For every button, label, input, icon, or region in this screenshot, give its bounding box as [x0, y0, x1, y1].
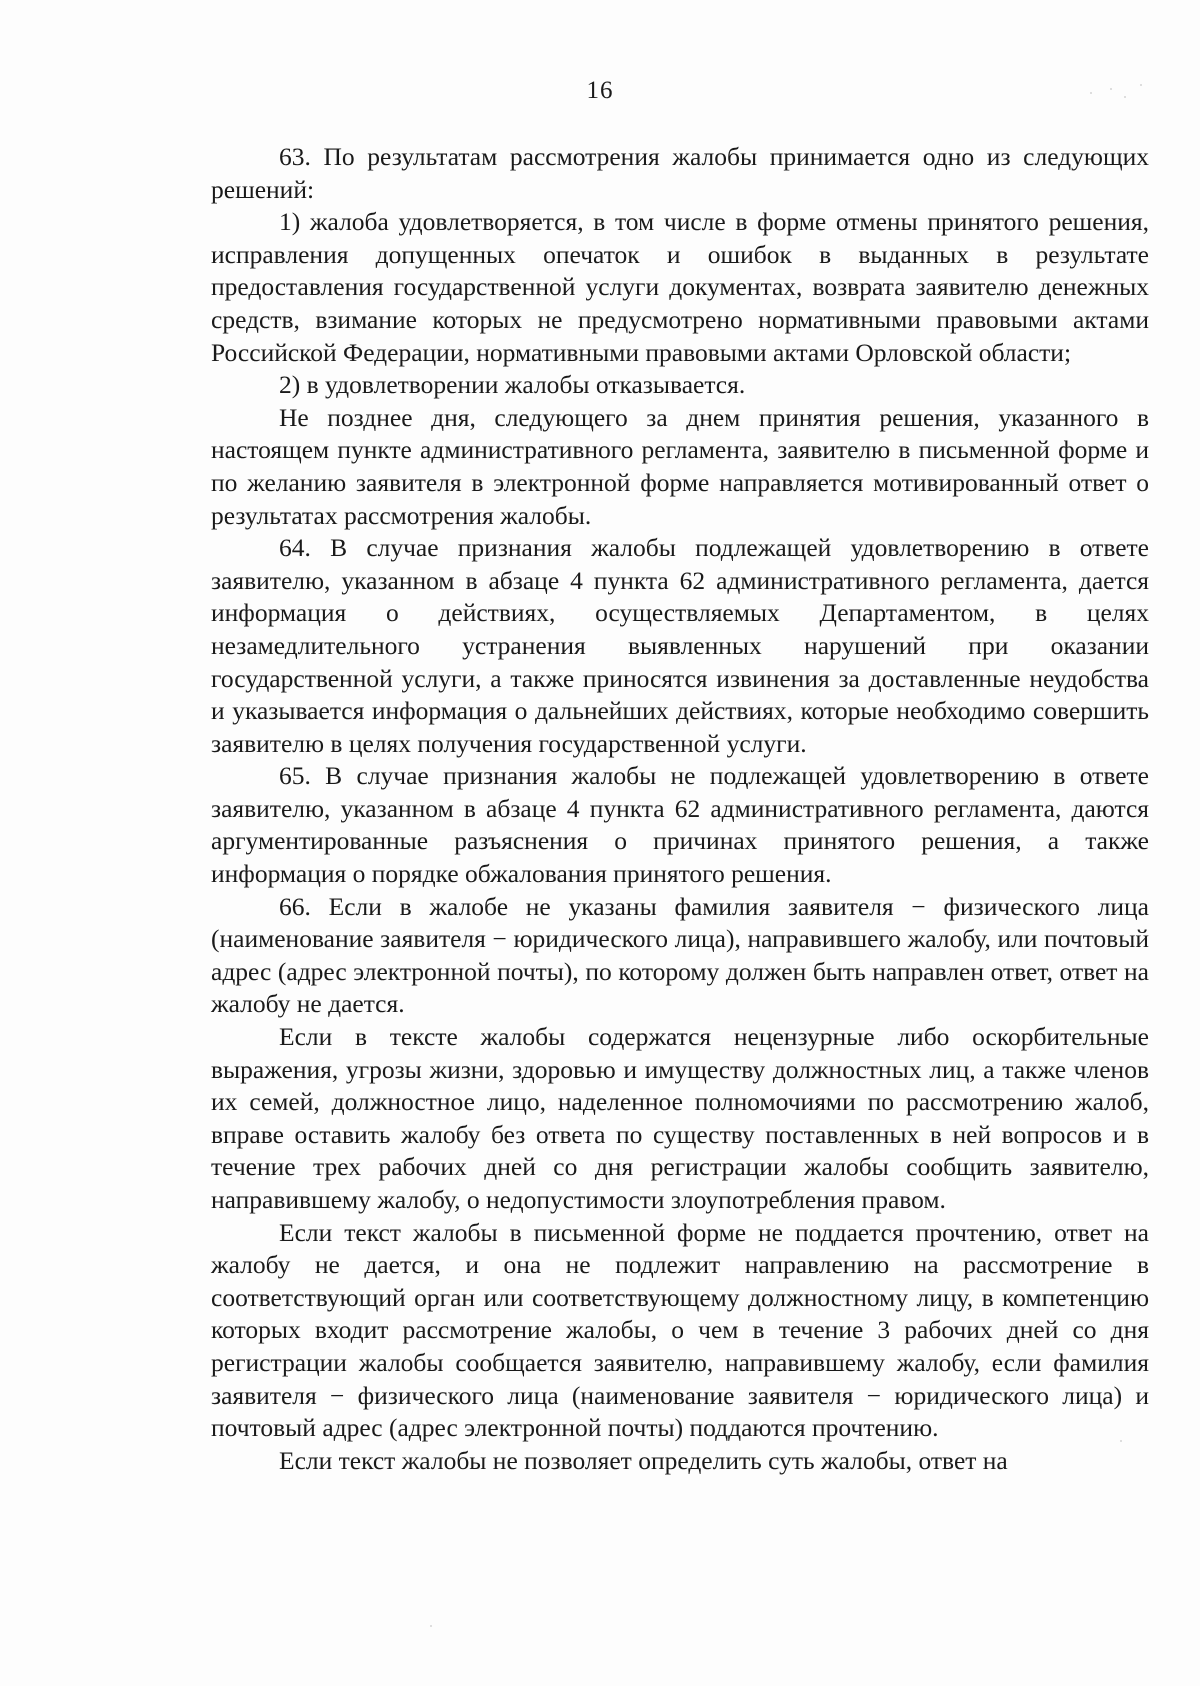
paragraph-66-unreadable-text: Если текст жалобы в письменной форме не поддается прочтению, ответ на жалобу не дается, и она не подлежит направлению на рассмотрение в соответствующий орган или соответствующему должностному лицу, в компетенцию которых входит рассмотрение жалобы, о чем в течение 3 рабочих дней со дня регистрации жалобы сообщается заявителю, направившему жалобу, если фамилия заявителя − физического лица (наименование заявителя − юридического лица) и почтовый адрес (адрес электронной почты) поддаются прочтению.: [211, 1217, 1149, 1443]
paragraph-63-response-deadline: Не позднее дня, следующего за днем принятия решения, указанного в настоящем пункте административного регламента, заявителю в письменной форме и по желанию заявителя в электронной форме направляется мотивированный ответ о результатах рассмотрения жалобы.: [211, 402, 1149, 530]
scan-speck: [1120, 1440, 1122, 1442]
scan-speck: [1124, 96, 1126, 98]
paragraph-63-intro: 63. По результатам рассмотрения жалобы принимается одно из следующих решений:: [211, 142, 1149, 204]
scan-speck: [1090, 92, 1092, 94]
paragraph-63-item-1: 1) жалоба удовлетворяется, в том числе в форме отмены принятого решения, исправления допущенных опечаток и ошибок в выданных в результате предоставления государственной услуги документах, возврата заявителю денежных средств, взимание которых не предусмотрено нормативными правовыми актами Российской Федерации, нормативными правовыми актами Орловской области;: [211, 207, 1149, 367]
paragraph-65: 65. В случае признания жалобы не подлежащей удовлетворению в ответе заявителю, указанном в абзаце 4 пункта 62 административного регламента, даются аргументированные разъяснения о причинах принятого решения, а также информация о порядке обжалования принятого решения.: [211, 761, 1149, 889]
scan-speck: [1140, 84, 1142, 86]
paragraph-66-obscene-text: Если в тексте жалобы содержатся нецензурные либо оскорбительные выражения, угрозы жизни, здоровью и имуществу должностных лиц, а также членов их семей, должностное лицо, наделенное полномочиями по рассмотрению жалоб, вправе оставить жалобу без ответа по существу поставленных в ней вопросов и в течение трех рабочих дней со дня регистрации жалобы сообщить заявителю, направившему жалобу, о недопустимости злоупотребления правом.: [211, 1022, 1149, 1214]
page-number: 16: [586, 77, 614, 104]
paragraph-66-undefined-essence: Если текст жалобы не позволяет определить суть жалобы, ответ на: [279, 1445, 1008, 1475]
paragraph-66: 66. Если в жалобе не указаны фамилия заявителя − физического лица (наименование заявителя − юридического лица), направившего жалобу, или почтовый адрес (адрес электронной почты), по которому должен быть направлен ответ, ответ на жалобу не дается.: [211, 891, 1149, 1019]
paragraph-63-item-2: 2) в удовлетворении жалобы отказывается.: [279, 370, 746, 400]
scan-speck: [1110, 88, 1112, 90]
paragraph-64: 64. В случае признания жалобы подлежащей удовлетворению в ответе заявителю, указанном в абзаце 4 пункта 62 административного регламента, дается информация о действиях, осуществляемых Департаментом, в целях незамедлительного устранения выявленных нарушений при оказании государственной услуги, а также приносятся извинения за доставленные неудобства и указывается информация о дальнейших действиях, которые необходимо совершить заявителю в целях получения государственной услуги.: [211, 533, 1149, 758]
document-body: [211, 141, 1149, 1477]
scan-speck: [430, 1625, 432, 1627]
